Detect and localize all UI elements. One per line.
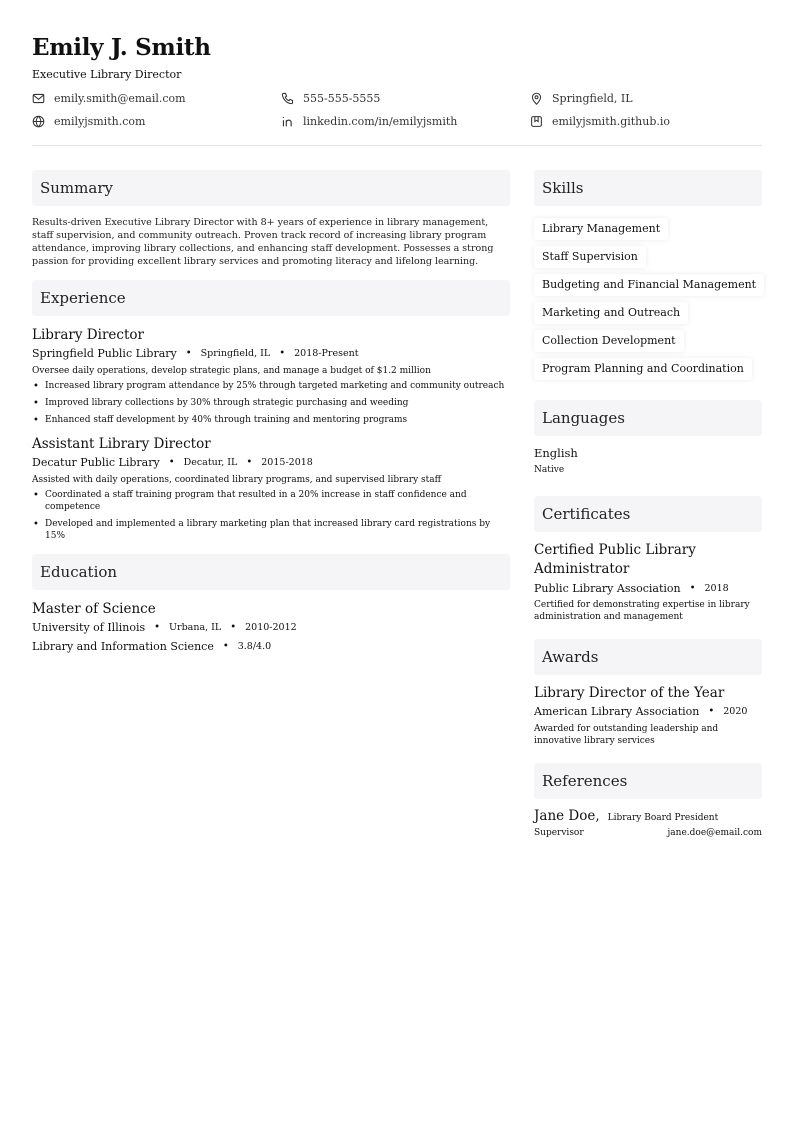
main-column: [32, 170, 510, 654]
references-section: [534, 763, 762, 839]
award-description: Awarded for outstanding leadership and innovative library services: [534, 724, 719, 746]
summary-heading: Summary: [32, 170, 510, 206]
separator-dot: •: [279, 348, 286, 359]
skill-tag: Library Management: [534, 218, 668, 240]
candidate-name: Emily J. Smith: [32, 34, 211, 61]
map-pin-icon: [530, 92, 543, 105]
separator-dot: •: [222, 641, 229, 652]
experience-dates: 2018-Present: [294, 348, 359, 359]
education-field: Library and Information Science: [32, 640, 214, 653]
experience-bullet: • Improved library collections by 30% through strategic purchasing and weeding: [32, 397, 510, 409]
candidate-headline: Executive Library Director: [32, 68, 182, 81]
certificates-heading: Certificates: [534, 496, 762, 532]
award-meta: [534, 705, 762, 719]
award-date: 2020: [723, 706, 748, 717]
education-school: University of Illinois: [32, 621, 146, 634]
reference-item: [534, 808, 762, 839]
experience-meta: [32, 456, 510, 470]
skills-section: [534, 170, 762, 385]
education-location: Urbana, IL: [169, 622, 222, 633]
experience-dates: 2015-2018: [261, 457, 313, 468]
contact-linkedin[interactable]: [281, 114, 530, 128]
experience-company: Decatur Public Library: [32, 456, 160, 469]
resume-header: [32, 34, 762, 128]
reference-email[interactable]: jane.doe@email.com: [667, 828, 762, 838]
certificate-description: Certified for demonstrating expertise in library administration and management: [534, 600, 750, 622]
certificate-date: 2018: [704, 583, 729, 594]
experience-bullet: • Increased library program attendance by 25% through targeted marketing and community outreach: [32, 380, 510, 392]
summary-section: [32, 170, 510, 268]
experience-heading: Experience: [32, 280, 510, 316]
side-column: [534, 170, 762, 839]
education-item: [32, 600, 510, 654]
reference-details: [534, 827, 762, 839]
contact-website[interactable]: [32, 114, 281, 128]
contact-linkedin-text: linkedin.com/in/emilyjsmith: [303, 114, 458, 128]
globe-icon: [32, 115, 45, 128]
reference-name: Jane Doe,: [534, 808, 600, 824]
experience-bullets: [32, 489, 510, 542]
language-level: Native: [534, 465, 565, 475]
separator-dot: •: [185, 348, 192, 359]
bookmark-icon: [530, 115, 543, 128]
education-heading: Education: [32, 554, 510, 590]
experience-role: Library Director: [32, 327, 144, 343]
summary-text: Results-driven Executive Library Director with 8+ years of experience in library management, staff supervision, and community outreach. Proven track record of increasing library program attendance, improving library collections, and enhancing staff development. Possesses a strong passion for providing excellent library services and promoting literacy and lifelong learning.: [32, 217, 494, 267]
experience-company: Springfield Public Library: [32, 347, 177, 360]
experience-meta: [32, 347, 510, 361]
education-gpa: 3.8/4.0: [237, 641, 272, 652]
certificate-name: Certified Public Library Administrator: [534, 542, 696, 577]
reference-relationship: Supervisor: [534, 828, 584, 838]
education-degree: Master of Science: [32, 601, 156, 617]
experience-description: Assisted with daily operations, coordinated library programs, and supervised library staff: [32, 475, 442, 485]
contact-location-text: Springfield, IL: [552, 91, 633, 105]
skill-tag: Collection Development: [534, 330, 684, 352]
skill-tag: Program Planning and Coordination: [534, 358, 752, 380]
language-item: [534, 446, 762, 476]
experience-section: [32, 280, 510, 542]
skills-list: [534, 217, 762, 385]
contact-portfolio-text: emilyjsmith.github.io: [552, 114, 671, 128]
contact-phone-text: 555-555-5555: [303, 91, 381, 105]
contact-grid: [32, 91, 762, 128]
awards-heading: Awards: [534, 639, 762, 675]
linkedin-icon: [281, 115, 294, 128]
experience-bullet: • Developed and implemented a library marketing plan that increased library card registrations by 15%: [32, 518, 510, 542]
certificate-meta: [534, 582, 762, 596]
certificates-section: [534, 496, 762, 623]
separator-dot: •: [154, 622, 161, 633]
language-name: English: [534, 446, 578, 460]
education-section: [32, 554, 510, 654]
separator-dot: •: [708, 706, 715, 717]
award-issuer: American Library Association: [534, 705, 700, 718]
references-heading: References: [534, 763, 762, 799]
separator-dot: •: [689, 583, 696, 594]
separator-dot: •: [230, 622, 237, 633]
skill-tag: Marketing and Outreach: [534, 302, 688, 324]
education-field-row: [32, 640, 510, 654]
experience-description: Oversee daily operations, develop strategic plans, and manage a budget of $1.2 million: [32, 366, 431, 376]
skill-tag: Budgeting and Financial Management: [534, 274, 764, 296]
certificate-item: [534, 541, 762, 623]
mail-icon: [32, 92, 45, 105]
education-meta: [32, 621, 510, 635]
contact-website-text: emilyjsmith.com: [54, 114, 146, 128]
skills-heading: Skills: [534, 170, 762, 206]
contact-location: [530, 91, 762, 105]
award-item: [534, 684, 762, 747]
languages-section: [534, 400, 762, 476]
education-dates: 2010-2012: [245, 622, 297, 633]
experience-bullet: • Enhanced staff development by 40% through training and mentoring programs: [32, 414, 510, 426]
reference-name-row: [534, 808, 762, 824]
contact-email-text: emily.smith@email.com: [54, 91, 186, 105]
reference-position: Library Board President: [607, 813, 719, 823]
experience-location: Springfield, IL: [200, 348, 271, 359]
languages-heading: Languages: [534, 400, 762, 436]
experience-item: [32, 326, 510, 426]
experience-location: Decatur, IL: [183, 457, 238, 468]
experience-item: [32, 435, 510, 542]
experience-bullet: • Coordinated a staff training program that resulted in a 20% increase in staff confidence and competence: [32, 489, 510, 513]
phone-icon: [281, 92, 294, 105]
contact-email[interactable]: [32, 91, 281, 105]
skill-tag: Staff Supervision: [534, 246, 646, 268]
award-name: Library Director of the Year: [534, 685, 725, 701]
awards-section: [534, 639, 762, 747]
separator-dot: •: [168, 457, 175, 468]
experience-bullets: [32, 380, 510, 426]
experience-role: Assistant Library Director: [32, 436, 211, 452]
header-divider: [32, 145, 762, 146]
contact-portfolio[interactable]: [530, 114, 762, 128]
contact-phone[interactable]: [281, 91, 530, 105]
certificate-issuer: Public Library Association: [534, 582, 681, 595]
separator-dot: •: [246, 457, 253, 468]
